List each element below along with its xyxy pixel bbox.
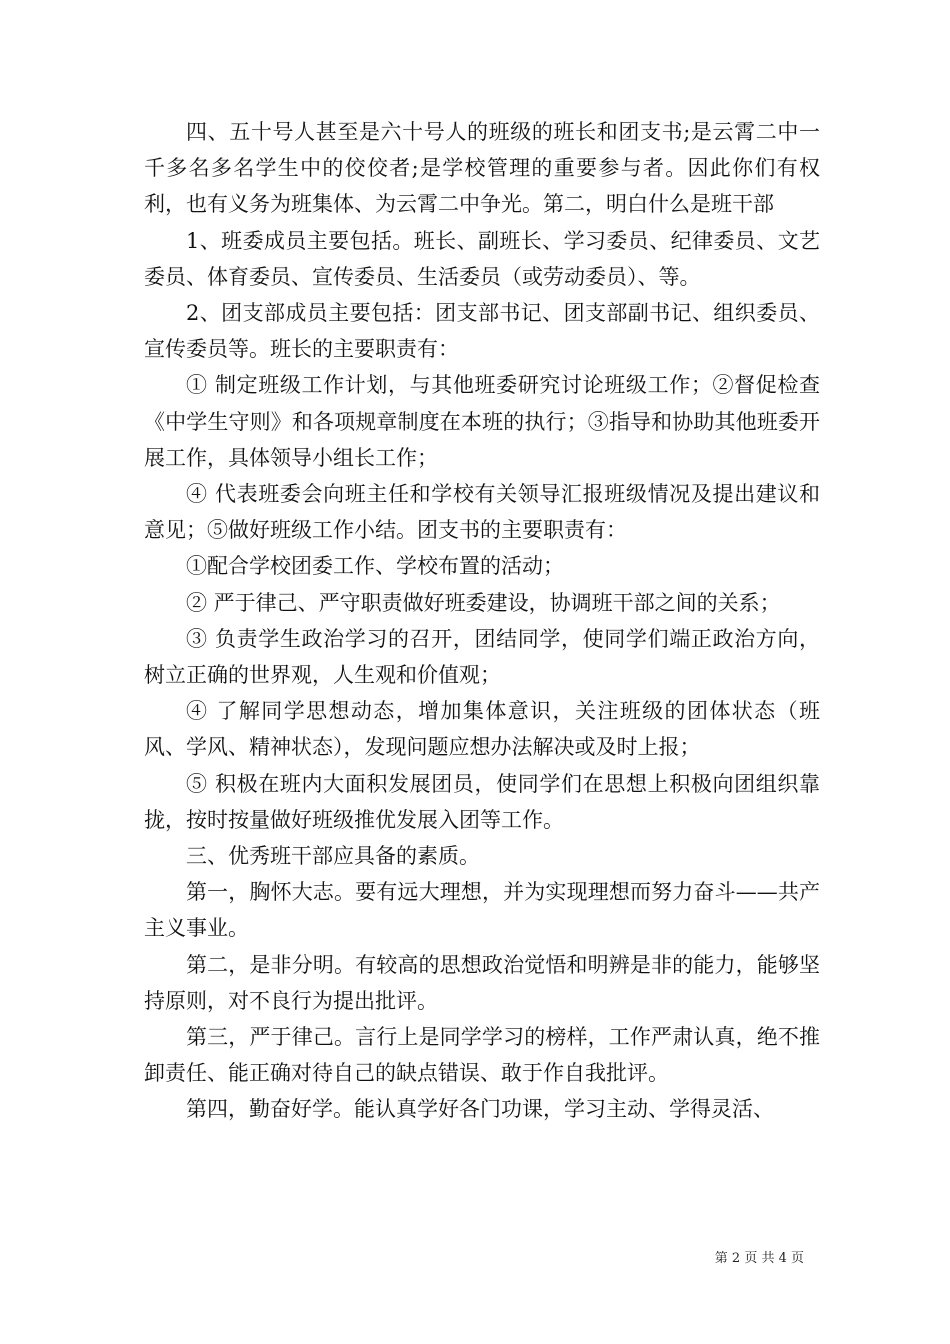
paragraph-league-duty-2: ② 严于律己、严守职责做好班委建设，协调班干部之间的关系； <box>186 590 781 615</box>
paragraph-quality-3: 第三，严于律己。言行上是同学学习的榜样，工作严肃认真，绝不推卸责任、能正确对待自己的缺点错误、敢于作自我批评。 <box>144 1025 820 1086</box>
paragraph-quality-4: 第四，勤奋好学。能认真学好各门功课，学习主动、学得灵活、 <box>186 1097 774 1122</box>
paragraph-league-duty-1: ①配合学校团委工作、学校布置的活动； <box>186 554 564 579</box>
paragraph-league-branch-members: 2、团支部成员主要包括：团支部书记、团支部副书记、组织委员、宣传委员等。班长的主要职责有： <box>144 301 820 362</box>
paragraph-class-leader-intro: 四、五十号人甚至是六十号人的班级的班长和团支书;是云霄二中一千多名多名学生中的佼佼者;是学校管理的重要参与者。因此你们有权利，也有义务为班集体、为云霄二中争光。第二，明白什么是班干部 <box>144 120 820 217</box>
paragraph-quality-2: 第二，是非分明。有较高的思想政治觉悟和明辨是非的能力，能够坚持原则，对不良行为提出批评。 <box>144 952 820 1013</box>
paragraph-monitor-duties-1: ① 制定班级工作计划，与其他班委研究讨论班级工作；②督促检查《中学生守则》和各项规章制度在本班的执行；③指导和协助其他班委开展工作，具体领导小组长工作； <box>144 373 820 470</box>
page-number-footer: 第 2 页 共 4 页 <box>714 1251 804 1266</box>
paragraph-league-duty-5: ⑤ 积极在班内大面积发展团员，使同学们在思想上积极向团组织靠拢，按时按量做好班级推优发展入团等工作。 <box>144 771 820 832</box>
paragraph-monitor-duties-2: ④ 代表班委会向班主任和学校有关领导汇报班级情况及提出建议和意见；⑤做好班级工作小结。团支书的主要职责有： <box>144 482 820 543</box>
paragraph-league-duty-3: ③ 负责学生政治学习的召开，团结同学，使同学们端正政治方向，树立正确的世界观，人生观和价值观； <box>144 626 820 688</box>
section-heading-qualities: 三、优秀班干部应具备的素质。 <box>186 844 480 869</box>
document-body <box>144 114 820 1128</box>
paragraph-league-duty-4: ④ 了解同学思想动态，增加集体意识，关注班级的团体状态（班风、学风、精神状态），发现问题应想办法解决或及时上报； <box>144 699 820 760</box>
paragraph-quality-1: 第一，胸怀大志。要有远大理想，并为实现理想而努力奋斗——共产主义事业。 <box>144 880 820 941</box>
paragraph-class-committee-members: 1、班委成员主要包括。班长、副班长、学习委员、纪律委员、文艺委员、体育委员、宣传委员、生活委员（或劳动委员）、等。 <box>144 228 820 289</box>
